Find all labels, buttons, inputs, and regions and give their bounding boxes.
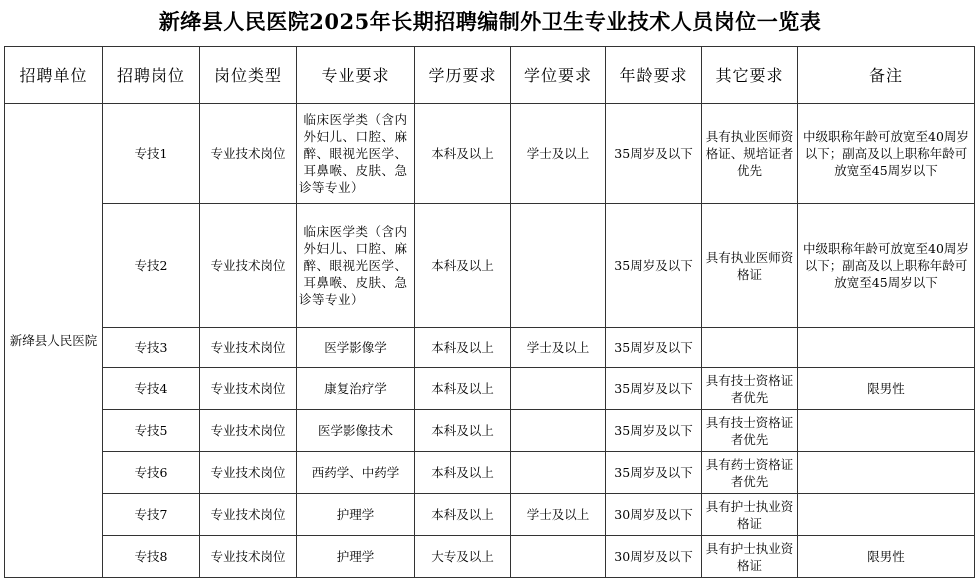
age-cell: 30周岁及以下 (606, 494, 702, 536)
other-cell: 具有护士执业资格证 (702, 494, 798, 536)
other-cell: 具有执业医师资格证、规培证者优先 (702, 104, 798, 204)
education-cell: 本科及以上 (415, 204, 511, 328)
degree-cell (511, 410, 606, 452)
degree-cell (511, 452, 606, 494)
recruitment-table (4, 46, 975, 578)
post-cell: 专技2 (103, 204, 200, 328)
education-cell: 本科及以上 (415, 494, 511, 536)
education-cell: 本科及以上 (415, 328, 511, 368)
major-cell: 康复治疗学 (297, 368, 415, 410)
degree-cell (511, 536, 606, 578)
post-cell: 专技6 (103, 452, 200, 494)
age-cell: 30周岁及以下 (606, 536, 702, 578)
degree-cell (511, 368, 606, 410)
major-cell: 医学影像学 (297, 328, 415, 368)
degree-cell: 学士及以上 (511, 494, 606, 536)
table-row (5, 104, 975, 204)
table-row (5, 410, 975, 452)
major-cell: 临床医学类（含内外妇儿、口腔、麻醉、眼视光医学、耳鼻喉、皮肤、急诊等专业） (297, 204, 415, 328)
post-cell: 专技7 (103, 494, 200, 536)
header-major: 专业要求 (297, 47, 415, 104)
major-cell: 医学影像技术 (297, 410, 415, 452)
degree-cell: 学士及以上 (511, 104, 606, 204)
post-cell: 专技1 (103, 104, 200, 204)
education-cell: 大专及以上 (415, 536, 511, 578)
header-post: 招聘岗位 (103, 47, 200, 104)
header-unit: 招聘单位 (5, 47, 103, 104)
header-age: 年龄要求 (606, 47, 702, 104)
note-cell (798, 494, 975, 536)
table-row (5, 494, 975, 536)
header-other: 其它要求 (702, 47, 798, 104)
table-row (5, 204, 975, 328)
unit-cell: 新绛县人民医院 (5, 104, 103, 578)
note-cell: 限男性 (798, 368, 975, 410)
header-type: 岗位类型 (200, 47, 297, 104)
age-cell: 35周岁及以下 (606, 328, 702, 368)
type-cell: 专业技术岗位 (200, 536, 297, 578)
page-title: 新绛县人民医院2025年长期招聘编制外卫生专业技术人员岗位一览表 (158, 9, 822, 34)
other-cell: 具有护士执业资格证 (702, 536, 798, 578)
age-cell: 35周岁及以下 (606, 104, 702, 204)
other-cell (702, 328, 798, 368)
post-cell: 专技4 (103, 368, 200, 410)
note-cell (798, 328, 975, 368)
header-row (5, 47, 975, 104)
header-education: 学历要求 (415, 47, 511, 104)
type-cell: 专业技术岗位 (200, 104, 297, 204)
type-cell: 专业技术岗位 (200, 368, 297, 410)
table-row (5, 368, 975, 410)
table-row (5, 452, 975, 494)
degree-cell (511, 204, 606, 328)
age-cell: 35周岁及以下 (606, 368, 702, 410)
education-cell: 本科及以上 (415, 104, 511, 204)
age-cell: 35周岁及以下 (606, 452, 702, 494)
table-row (5, 328, 975, 368)
other-cell: 具有技士资格证者优先 (702, 368, 798, 410)
education-cell: 本科及以上 (415, 368, 511, 410)
note-cell: 限男性 (798, 536, 975, 578)
education-cell: 本科及以上 (415, 452, 511, 494)
degree-cell: 学士及以上 (511, 328, 606, 368)
major-cell: 西药学、中药学 (297, 452, 415, 494)
type-cell: 专业技术岗位 (200, 452, 297, 494)
type-cell: 专业技术岗位 (200, 328, 297, 368)
header-note: 备注 (798, 47, 975, 104)
age-cell: 35周岁及以下 (606, 204, 702, 328)
header-degree: 学位要求 (511, 47, 606, 104)
major-cell: 护理学 (297, 536, 415, 578)
other-cell: 具有药士资格证者优先 (702, 452, 798, 494)
post-cell: 专技8 (103, 536, 200, 578)
note-cell (798, 410, 975, 452)
note-cell (798, 452, 975, 494)
type-cell: 专业技术岗位 (200, 494, 297, 536)
note-cell: 中级职称年龄可放宽至40周岁以下；副高及以上职称年龄可放宽至45周岁以下 (798, 204, 975, 328)
education-cell: 本科及以上 (415, 410, 511, 452)
post-cell: 专技3 (103, 328, 200, 368)
note-cell: 中级职称年龄可放宽至40周岁以下；副高及以上职称年龄可放宽至45周岁以下 (798, 104, 975, 204)
other-cell: 具有技士资格证者优先 (702, 410, 798, 452)
age-cell: 35周岁及以下 (606, 410, 702, 452)
type-cell: 专业技术岗位 (200, 204, 297, 328)
major-cell: 护理学 (297, 494, 415, 536)
major-cell: 临床医学类（含内外妇儿、口腔、麻醉、眼视光医学、耳鼻喉、皮肤、急诊等专业） (297, 104, 415, 204)
other-cell: 具有执业医师资格证 (702, 204, 798, 328)
post-cell: 专技5 (103, 410, 200, 452)
type-cell: 专业技术岗位 (200, 410, 297, 452)
table-row (5, 536, 975, 578)
